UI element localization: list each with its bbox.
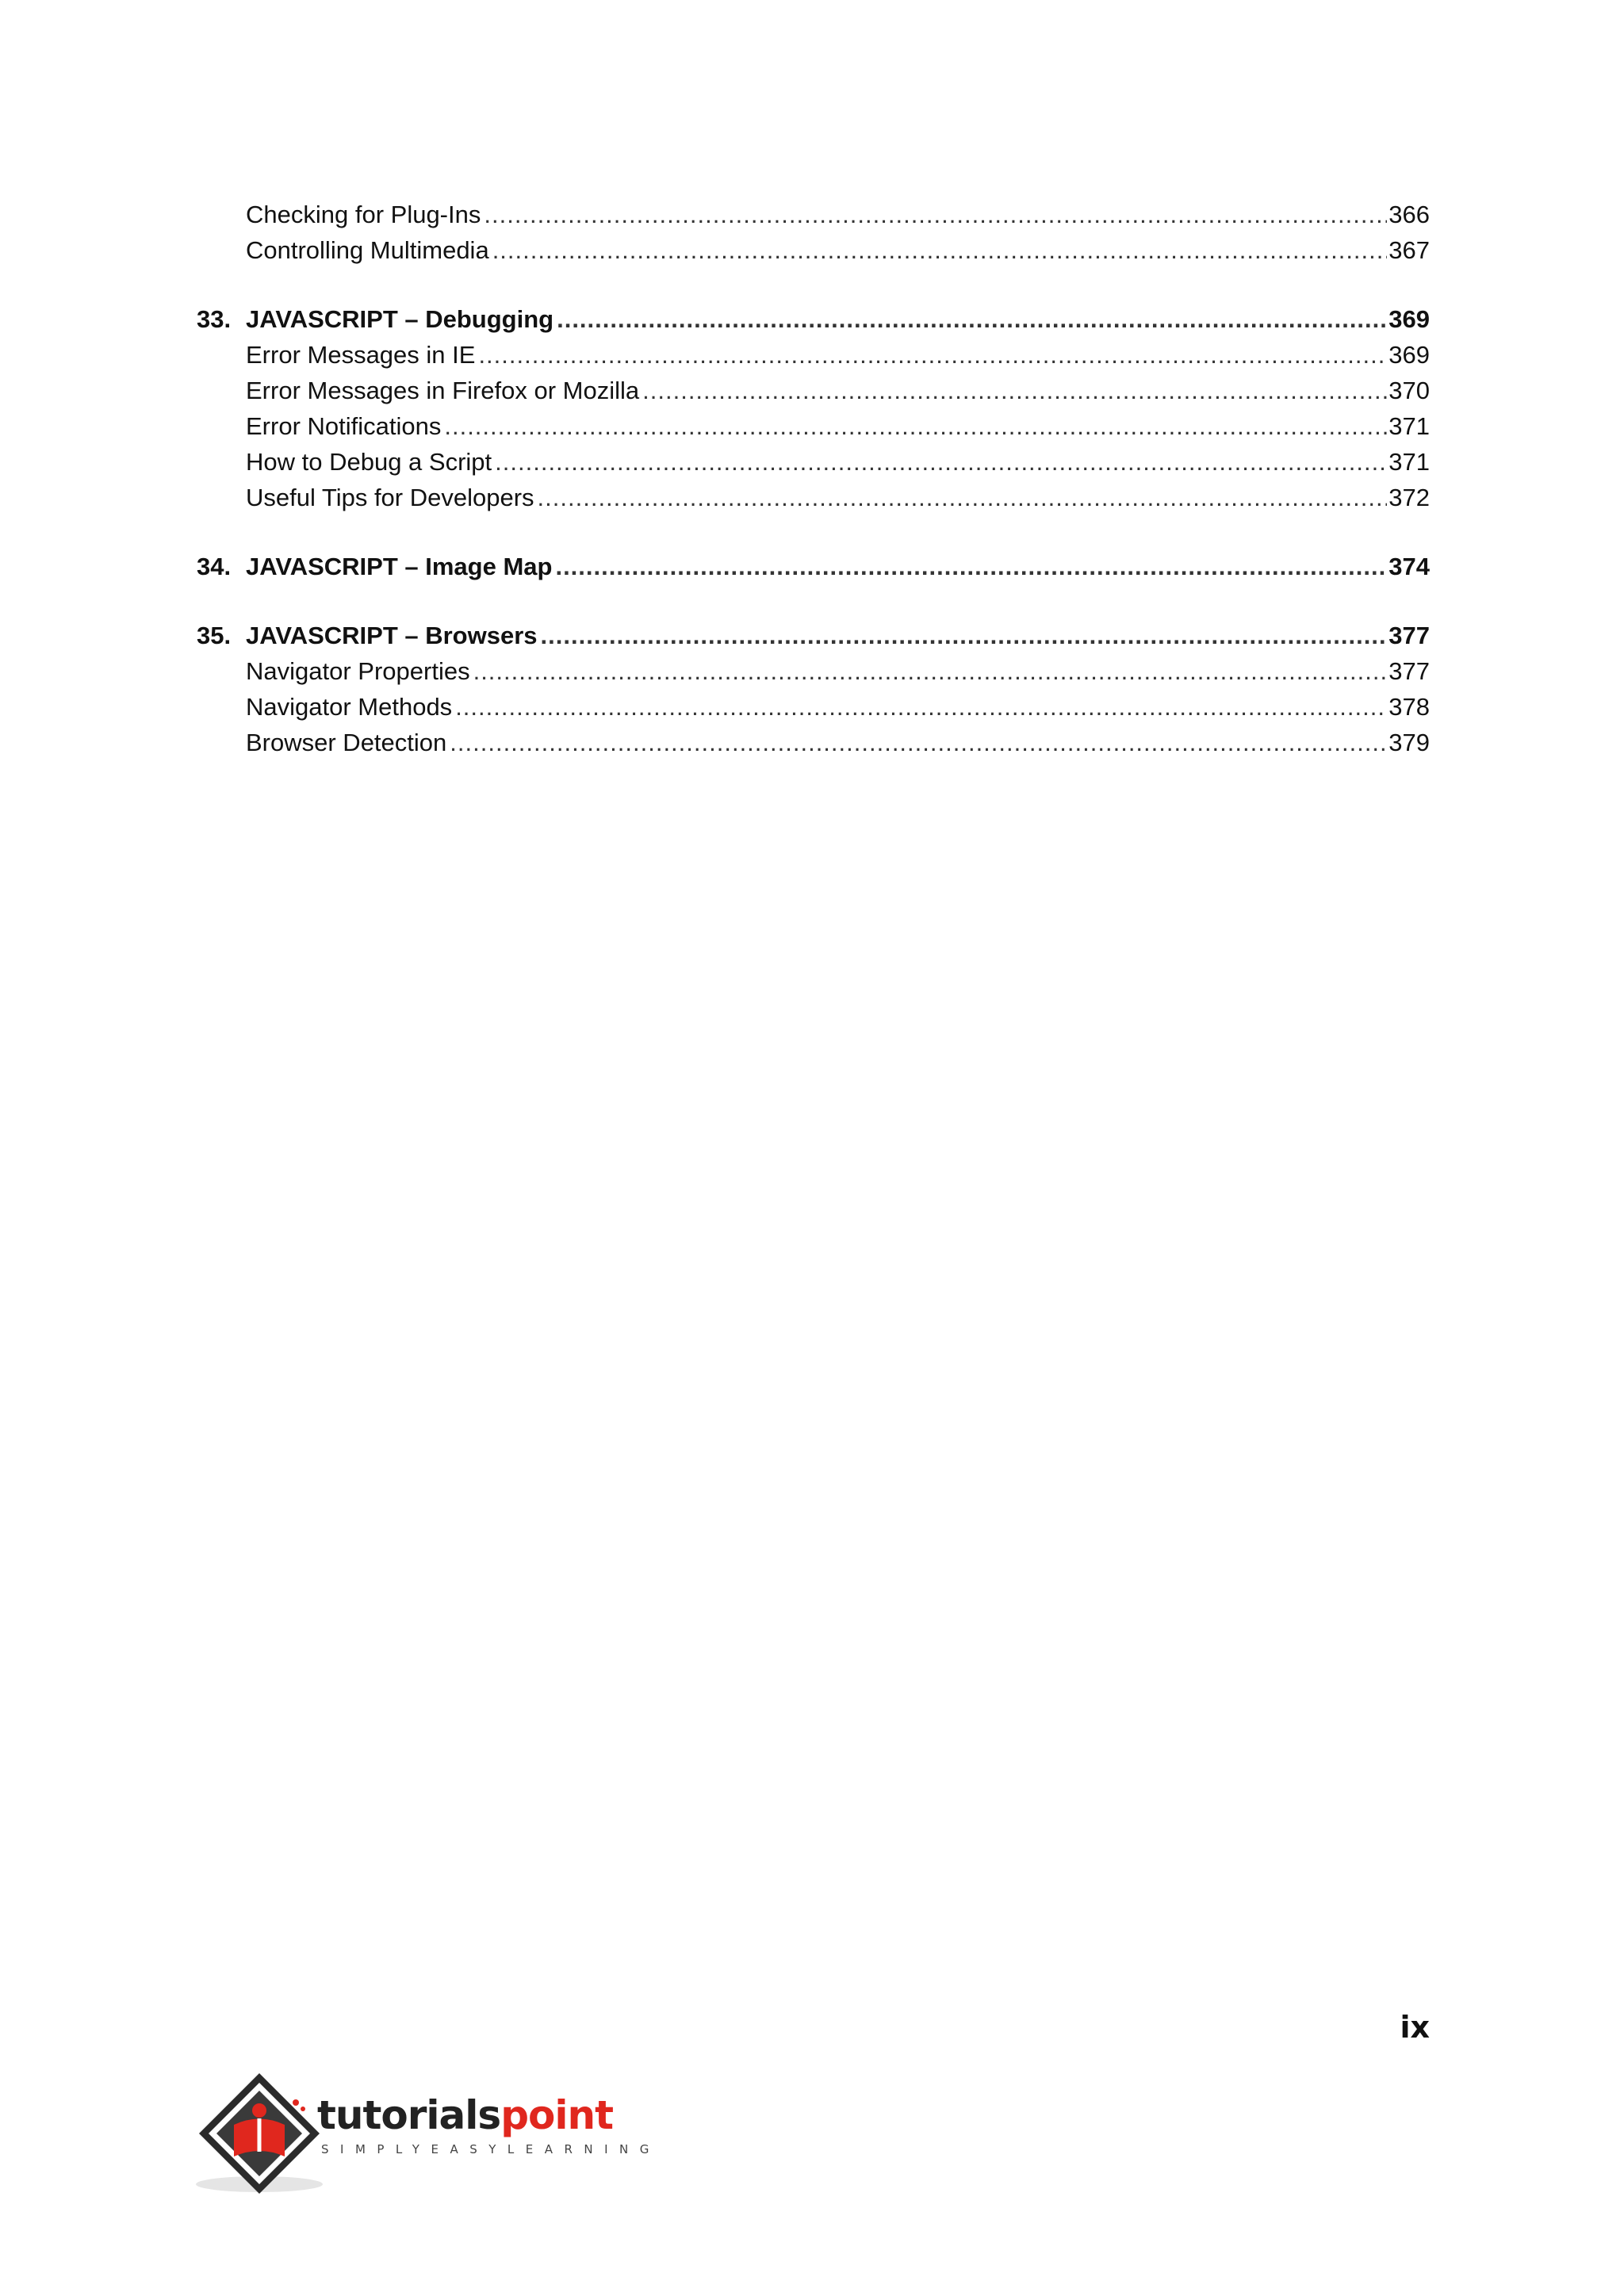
dot-leader — [541, 618, 1388, 653]
toc-chapter-35[interactable] — [197, 618, 1430, 653]
toc-entry-page: 367 — [1388, 236, 1430, 264]
toc-entry-title: Error Messages in IE — [246, 341, 476, 369]
toc-entry-page: 371 — [1388, 448, 1430, 476]
toc-entry[interactable] — [197, 725, 1430, 760]
tutorialspoint-logo — [194, 2069, 661, 2196]
toc-entry-title: Browser Detection — [246, 729, 447, 756]
toc-entry[interactable] — [197, 337, 1430, 373]
chapter-page: 369 — [1388, 305, 1430, 333]
logo-wordmark-point: point — [500, 2092, 613, 2138]
dot-leader — [492, 232, 1388, 268]
toc-chapter-34[interactable] — [197, 549, 1430, 584]
toc-entry-title: Controlling Multimedia — [246, 236, 489, 264]
dot-leader — [538, 480, 1388, 515]
toc-entry[interactable] — [197, 480, 1430, 515]
dot-leader — [444, 408, 1387, 444]
toc-entry[interactable] — [197, 689, 1430, 725]
toc-entry-page: 371 — [1388, 412, 1430, 440]
toc-entry[interactable] — [197, 373, 1430, 408]
page-number: ix — [1400, 2010, 1430, 2045]
toc-entry-title: How to Debug a Script — [246, 448, 492, 476]
toc-entry-title: Error Messages in Firefox or Mozilla — [246, 377, 640, 404]
toc-entry[interactable] — [197, 197, 1430, 232]
dot-leader — [455, 689, 1387, 725]
toc-entry-title: Navigator Properties — [246, 657, 470, 685]
chapter-page: 374 — [1388, 553, 1430, 580]
dot-leader — [484, 197, 1387, 232]
table-of-contents — [197, 197, 1430, 760]
dot-leader — [557, 301, 1387, 337]
toc-entry-title: Navigator Methods — [246, 693, 453, 721]
logo-wordmark-tutorials: tutorials — [317, 2092, 501, 2138]
dot-leader — [473, 653, 1388, 689]
dot-leader — [450, 725, 1387, 760]
dot-leader — [642, 373, 1387, 408]
toc-entry[interactable] — [197, 408, 1430, 444]
toc-entry-title: Useful Tips for Developers — [246, 484, 534, 511]
chapter-number: 33. — [197, 305, 232, 333]
chapter-number: 34. — [197, 553, 232, 580]
logo-wordmark — [317, 2091, 613, 2139]
toc-chapter-33[interactable] — [197, 301, 1430, 337]
toc-entry-page: 379 — [1388, 729, 1430, 756]
toc-entry-page: 366 — [1388, 201, 1430, 228]
chapter-title: JAVASCRIPT – Image Map — [246, 553, 553, 580]
toc-entry-page: 377 — [1388, 657, 1430, 685]
toc-entry-page: 369 — [1388, 341, 1430, 369]
logo-emblem-icon — [194, 2069, 329, 2204]
toc-entry[interactable] — [197, 653, 1430, 689]
chapter-page: 377 — [1388, 622, 1430, 649]
chapter-title: JAVASCRIPT – Browsers — [246, 622, 538, 649]
toc-entry-title: Checking for Plug-Ins — [246, 201, 481, 228]
dot-leader — [478, 337, 1387, 373]
dot-leader — [555, 549, 1387, 584]
toc-entry[interactable] — [197, 444, 1430, 480]
toc-entry-page: 372 — [1388, 484, 1430, 511]
toc-entry-title: Error Notifications — [246, 412, 442, 440]
toc-entry-page: 378 — [1388, 693, 1430, 721]
logo-tagline: SIMPLYEASYLEARNING — [321, 2142, 661, 2156]
chapter-title: JAVASCRIPT – Debugging — [246, 305, 554, 333]
toc-entry-page: 370 — [1388, 377, 1430, 404]
dot-leader — [495, 444, 1387, 480]
toc-entry[interactable] — [197, 232, 1430, 268]
chapter-number: 35. — [197, 622, 232, 649]
